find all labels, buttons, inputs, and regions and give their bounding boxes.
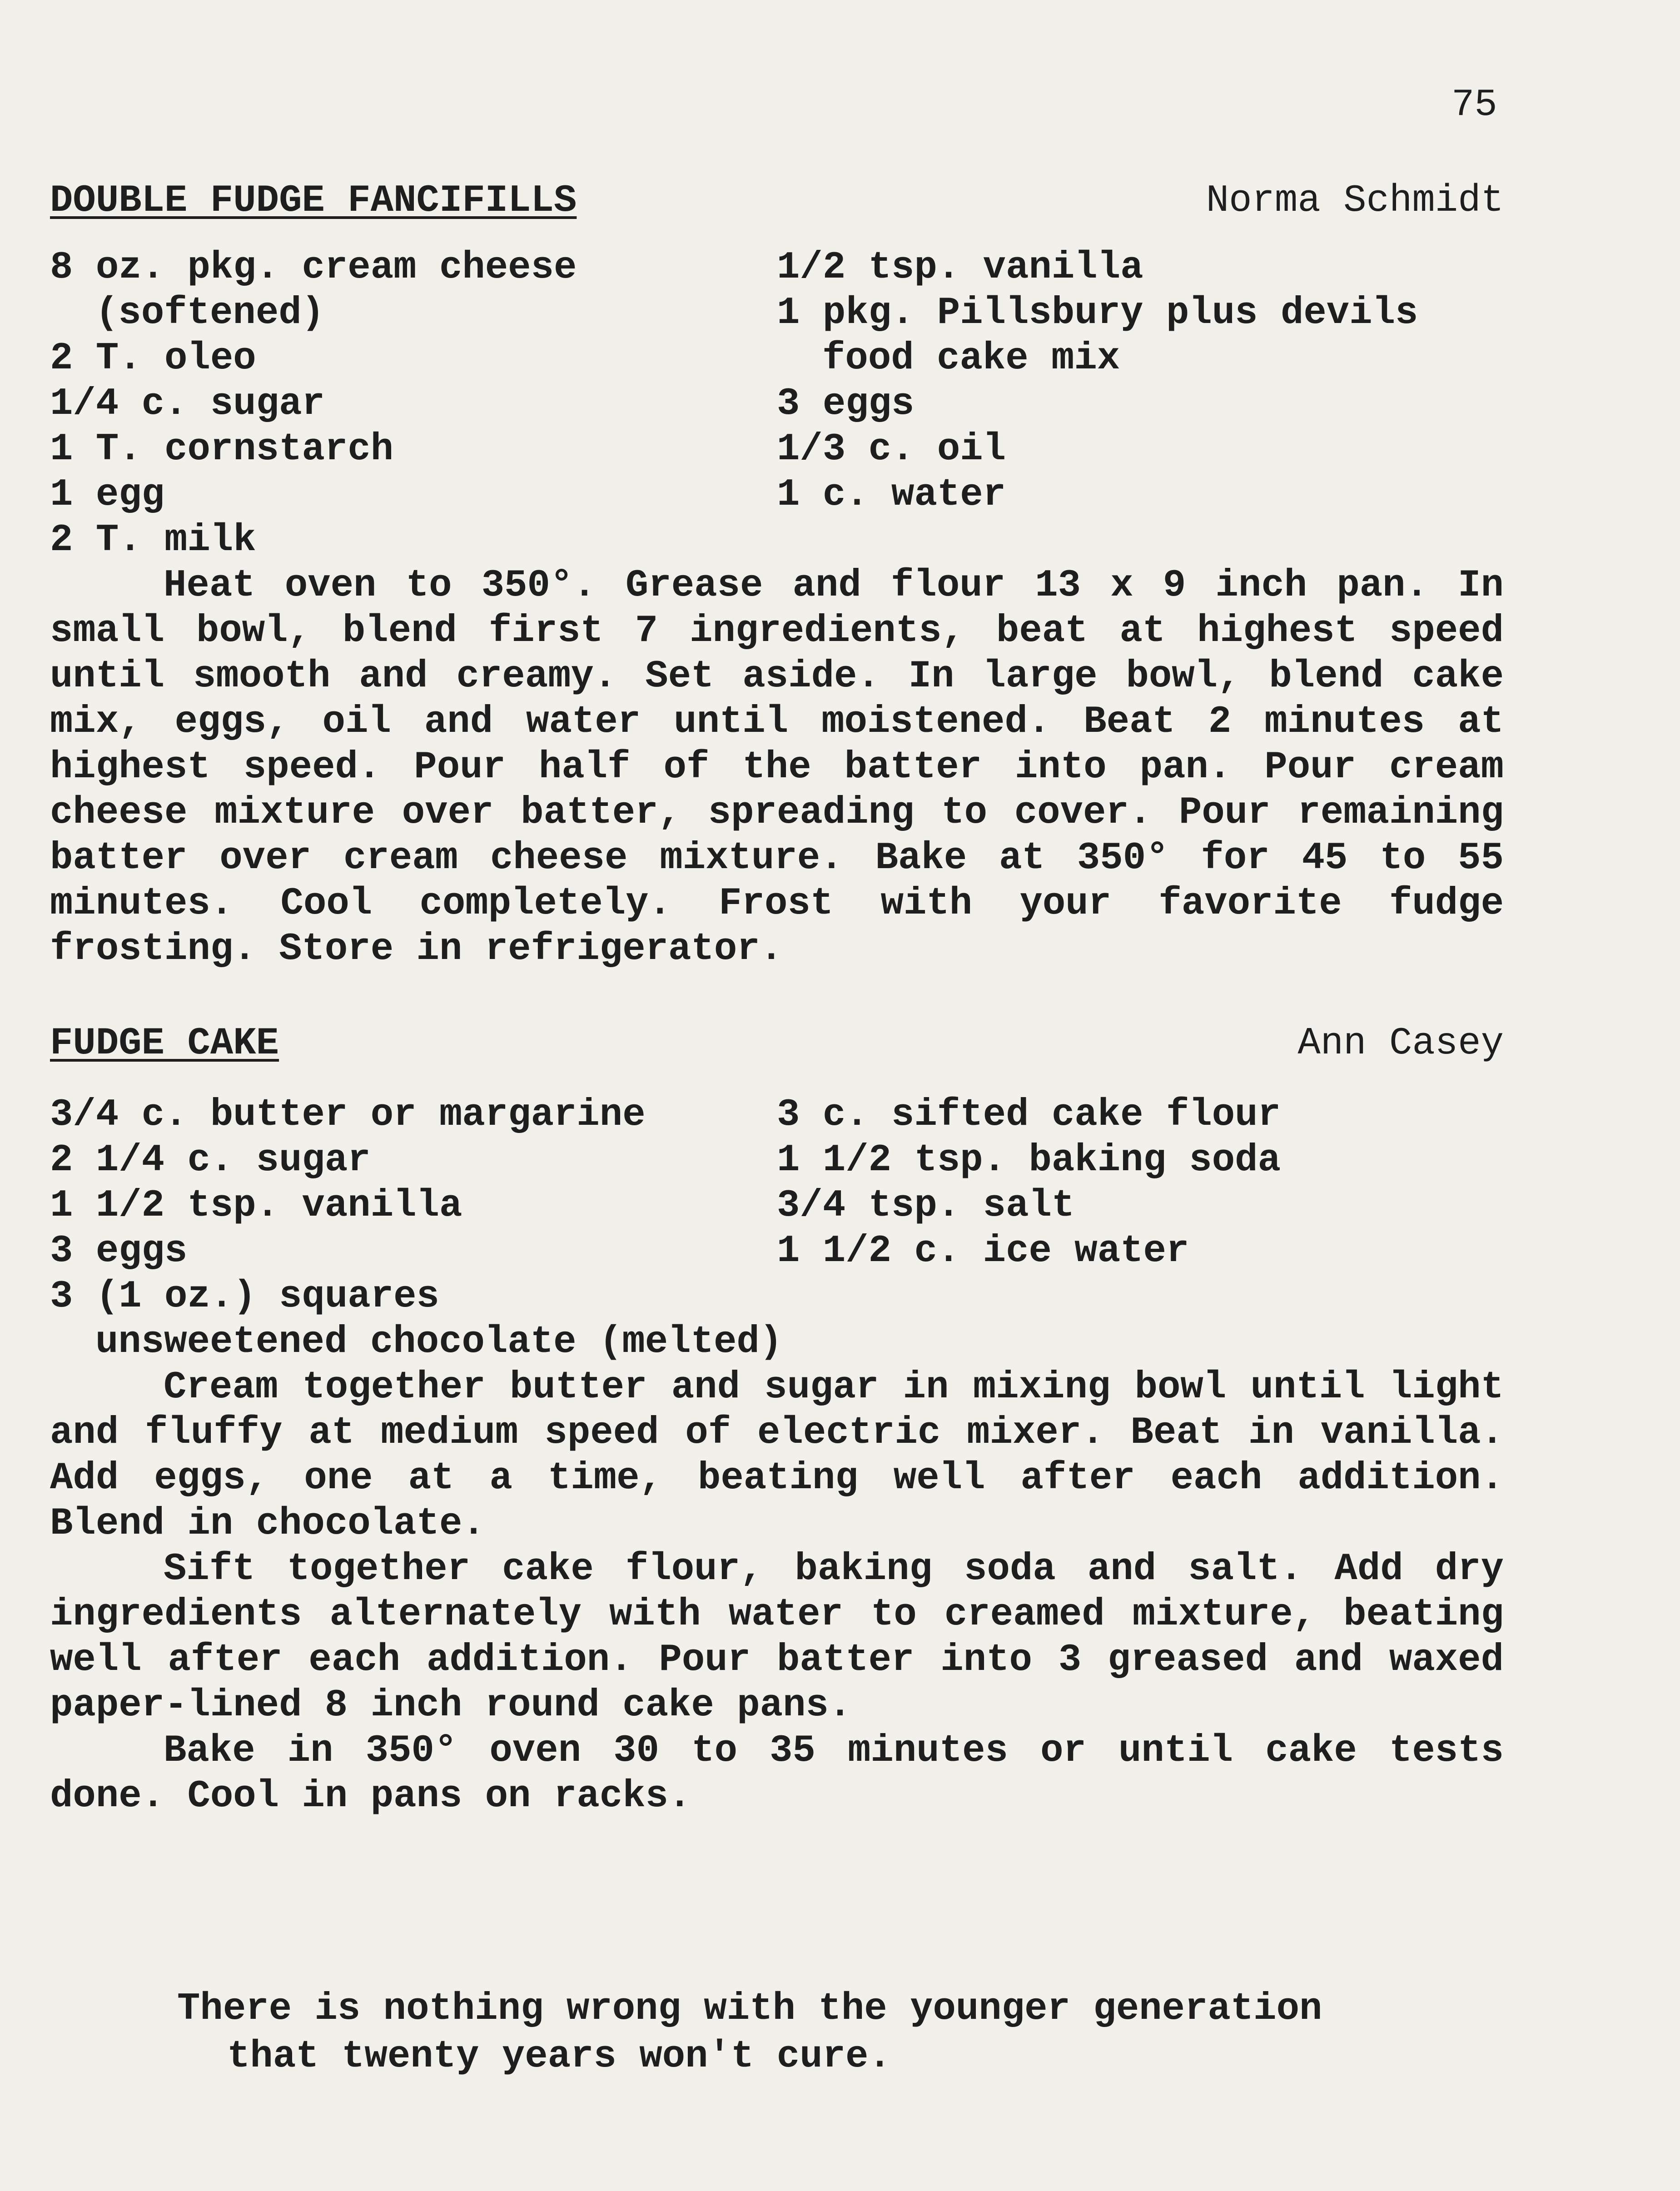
- ingredient-item: 2 T. milk: [50, 519, 256, 562]
- recipe-header: [50, 1022, 1504, 1072]
- recipe-title: FUDGE CAKE: [50, 1022, 279, 1065]
- ingredient-item: food cake mix: [822, 337, 1120, 380]
- recipe-instructions: Bake in 350° oven 30 to 35 minutes or until cake tests done. Cool in pans on racks.: [50, 1729, 1504, 1818]
- recipe-header: [50, 179, 1504, 229]
- ingredient-item: 3 eggs: [777, 383, 915, 426]
- ingredient-item: 1 c. water: [777, 473, 1006, 517]
- recipe-instructions: Sift together cake flour, baking soda and salt. Add dry ingredients alternately with water to creamed mixture, beating well after each addition. Pour batter into 3 greased and waxed paper-lined 8 inch round cake pans.: [50, 1548, 1504, 1727]
- ingredient-item: 3 eggs: [50, 1230, 188, 1273]
- recipe-instructions: Heat oven to 350°. Grease and flour 13 x 9 inch pan. In small bowl, blend first 7 ingredients, beat at highest speed until smooth and creamy. Set aside. In large bowl, blend cake mix, eggs, oil and water until moistened. Beat 2 minutes at highest speed. Pour half of the batter into pan. Pour cream cheese mixture over batter, spreading to cover. Pour remaining batter over cream cheese mixture. Bake at 350° for 45 to 55 minutes. Cool completely. Frost with your favorite fudge frosting. Store in refrigerator.: [50, 564, 1504, 971]
- ingredient-list: [50, 245, 1504, 563]
- ingredient-column-left: [50, 1093, 783, 1365]
- ingredient-list: [50, 1093, 1504, 1365]
- ingredient-item: (softened): [95, 292, 325, 335]
- quote-line: There is nothing wrong with the younger generation: [177, 1987, 1322, 2031]
- ingredient-item: 1 egg: [50, 473, 165, 517]
- ingredient-item: 3/4 c. butter or margarine: [50, 1093, 646, 1137]
- ingredient-item: 2 T. oleo: [50, 337, 256, 380]
- ingredient-item: 1 1/2 tsp. baking soda: [777, 1139, 1281, 1182]
- recipe-fudge-cake: [50, 1022, 1504, 1819]
- ingredient-item: 2 1/4 c. sugar: [50, 1139, 371, 1182]
- ingredient-item: 3/4 tsp. salt: [777, 1184, 1075, 1227]
- recipe-double-fudge-fancifills: [50, 179, 1504, 972]
- ingredient-item: 1/2 tsp. vanilla: [777, 246, 1143, 289]
- ingredient-item: 1 T. cornstarch: [50, 428, 394, 471]
- ingredient-item: 1 1/2 tsp. vanilla: [50, 1184, 462, 1227]
- ingredient-item: 1 1/2 c. ice water: [777, 1230, 1189, 1273]
- page-number: 75: [1451, 84, 1497, 127]
- ingredient-item: 1/4 c. sugar: [50, 383, 325, 426]
- ingredient-item: 1/3 c. oil: [777, 428, 1006, 471]
- ingredient-item: 1 pkg. Pillsbury plus devils: [777, 292, 1418, 335]
- ingredient-item: 8 oz. pkg. cream cheese: [50, 246, 577, 289]
- quote-line: that twenty years won't cure.: [227, 2035, 891, 2078]
- ingredient-column-left: [50, 245, 754, 563]
- ingredient-item: 3 (1 oz.) squares: [50, 1275, 439, 1318]
- recipe-title: DOUBLE FUDGE FANCIFILLS: [50, 179, 577, 223]
- recipe-author: Norma Schmidt: [1206, 179, 1504, 223]
- ingredient-item: 3 c. sifted cake flour: [777, 1093, 1281, 1137]
- closing-quote: [177, 1985, 1322, 2081]
- ingredient-column-right: [777, 1093, 1504, 1274]
- recipe-author: Ann Casey: [1297, 1022, 1504, 1065]
- ingredient-column-right: [777, 245, 1504, 518]
- ingredient-item: unsweetened chocolate (melted): [95, 1321, 783, 1364]
- recipe-instructions: Cream together butter and sugar in mixing bowl until light and fluffy at medium speed of electric mixer. Beat in vanilla. Add eggs, one at a time, beating well after each addition. Blend in chocolate.: [50, 1366, 1504, 1545]
